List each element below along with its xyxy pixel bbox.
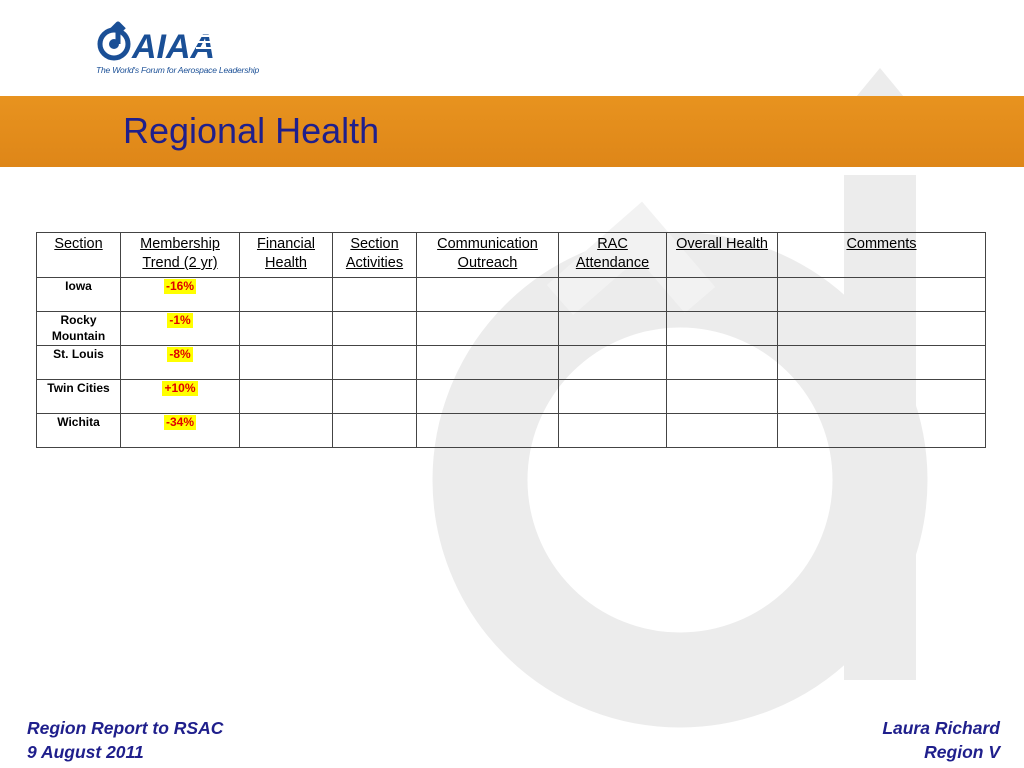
footer-region: Region V <box>924 742 1000 762</box>
section-activities-cell <box>333 346 417 380</box>
footer-report-date: 9 August 2011 <box>27 742 144 762</box>
section-activities-cell <box>333 414 417 448</box>
section-name: Wichita <box>37 414 121 448</box>
comments-cell <box>778 414 986 448</box>
financial-health-cell <box>240 312 333 346</box>
footer-author-name: Laura Richard <box>882 718 1000 738</box>
membership-trend-cell <box>121 278 240 312</box>
header-rac-attendance: RAC Attendance <box>559 233 667 278</box>
section-activities-cell <box>333 380 417 414</box>
footer-author-info <box>882 716 1000 764</box>
aiaa-logo-mark <box>96 16 256 64</box>
membership-trend-cell <box>121 414 240 448</box>
financial-health-cell <box>240 380 333 414</box>
communication-outreach-cell <box>417 312 559 346</box>
aiaa-logo-wordmark: AIAA <box>132 28 216 64</box>
comments-cell <box>778 380 986 414</box>
comments-cell <box>778 278 986 312</box>
rac-attendance-cell <box>559 414 667 448</box>
overall-health-cell <box>667 380 778 414</box>
table-header-row <box>37 233 986 278</box>
header-comments: Comments <box>778 233 986 278</box>
communication-outreach-cell <box>417 414 559 448</box>
header-section: Section <box>37 233 121 278</box>
aiaa-logo <box>96 16 259 82</box>
communication-outreach-cell <box>417 278 559 312</box>
footer-report-title: Region Report to RSAC <box>27 718 224 738</box>
header-membership-trend: Membership Trend (2 yr) <box>121 233 240 278</box>
overall-health-cell <box>667 312 778 346</box>
membership-trend-value: -34% <box>165 415 194 429</box>
section-name: St. Louis <box>37 346 121 380</box>
overall-health-cell <box>667 414 778 448</box>
communication-outreach-cell <box>417 380 559 414</box>
rac-attendance-cell <box>559 346 667 380</box>
table-row <box>37 278 986 312</box>
header-financial-health: Financial Health <box>240 233 333 278</box>
membership-trend-value: -8% <box>169 347 191 361</box>
comments-cell <box>778 312 986 346</box>
footer-report-info <box>27 716 223 764</box>
header-section-activities: Section Activities <box>333 233 417 278</box>
table-row <box>37 414 986 448</box>
section-name: Iowa <box>37 278 121 312</box>
table-row <box>37 312 986 346</box>
header-communication-outreach: Communication Outreach <box>417 233 559 278</box>
membership-trend-value: -1% <box>169 313 191 327</box>
overall-health-cell <box>667 278 778 312</box>
rac-attendance-cell <box>559 380 667 414</box>
aiaa-tagline: The World's Forum for Aerospace Leadership <box>96 65 259 75</box>
financial-health-cell <box>240 414 333 448</box>
financial-health-cell <box>240 278 333 312</box>
membership-trend-cell <box>121 380 240 414</box>
communication-outreach-cell <box>417 346 559 380</box>
table-row <box>37 380 986 414</box>
rac-attendance-cell <box>559 278 667 312</box>
financial-health-cell <box>240 346 333 380</box>
header-overall-health: Overall Health <box>667 233 778 278</box>
regional-health-table <box>36 232 986 448</box>
section-activities-cell <box>333 312 417 346</box>
membership-trend-cell <box>121 312 240 346</box>
membership-trend-cell <box>121 346 240 380</box>
table-row <box>37 346 986 380</box>
section-activities-cell <box>333 278 417 312</box>
membership-trend-value: -16% <box>165 279 194 293</box>
overall-health-cell <box>667 346 778 380</box>
membership-trend-value: +10% <box>164 381 196 395</box>
page-title: Regional Health <box>123 110 380 151</box>
comments-cell <box>778 346 986 380</box>
section-name: Rocky Mountain <box>37 312 121 346</box>
section-name: Twin Cities <box>37 380 121 414</box>
rac-attendance-cell <box>559 312 667 346</box>
